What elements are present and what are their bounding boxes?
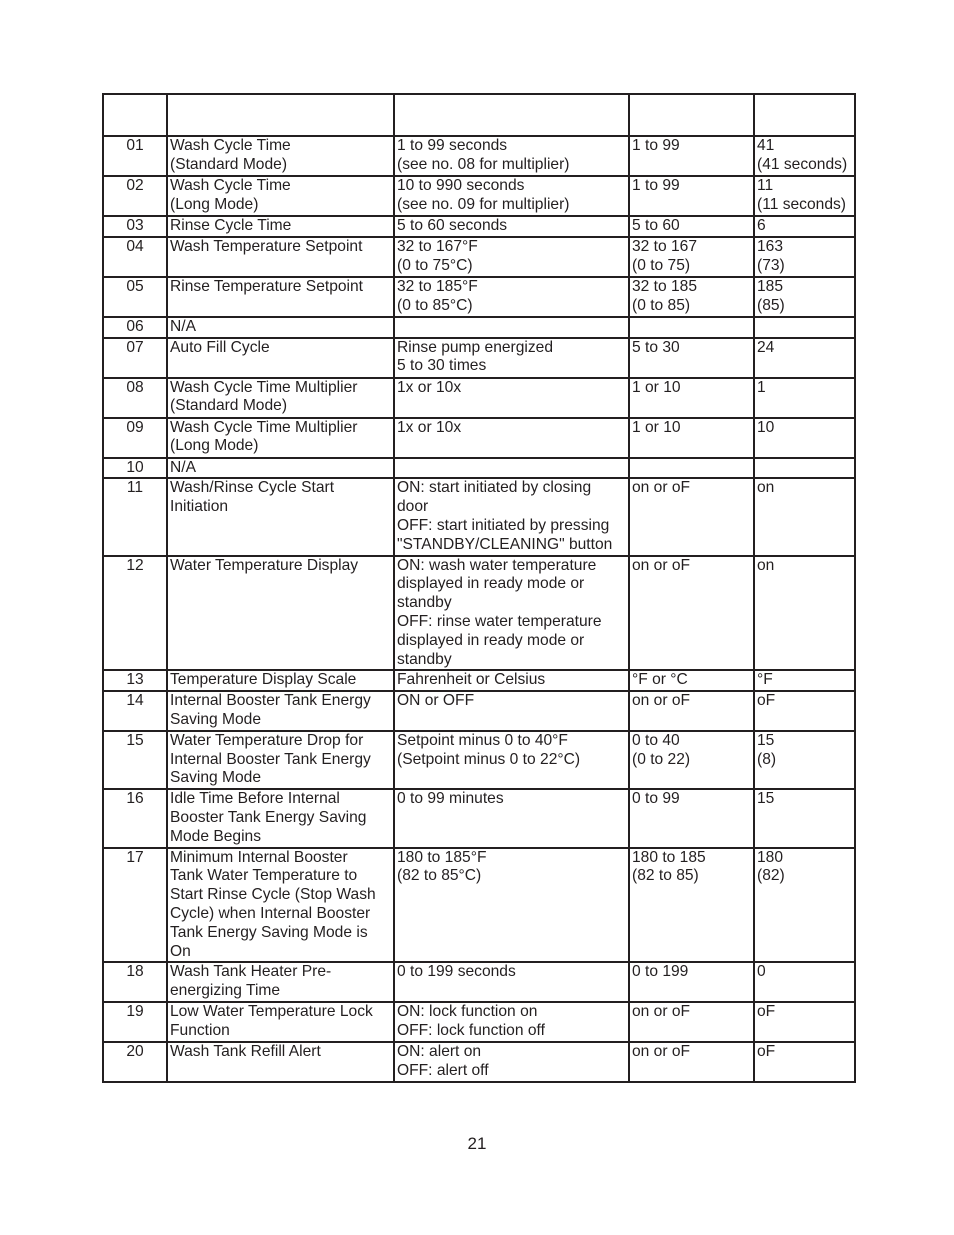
setting-value: on or oF bbox=[629, 1042, 754, 1082]
default-value: 41 (41 seconds) bbox=[754, 136, 855, 176]
header-cell-parameter bbox=[167, 94, 394, 136]
row-number: 11 bbox=[103, 478, 167, 555]
table-row bbox=[103, 1002, 855, 1042]
setting-value: on or oF bbox=[629, 691, 754, 731]
parameter-range: 180 to 185°F (82 to 85°C) bbox=[394, 848, 629, 963]
default-value bbox=[754, 458, 855, 479]
parameter-name: Wash Cycle Time (Long Mode) bbox=[167, 176, 394, 216]
header-cell-range bbox=[394, 94, 629, 136]
setting-value: 1 to 99 bbox=[629, 136, 754, 176]
parameter-table bbox=[102, 93, 856, 1083]
parameter-range: Setpoint minus 0 to 40°F (Setpoint minus 0 to 22°C) bbox=[394, 731, 629, 789]
table-row bbox=[103, 556, 855, 671]
row-number: 01 bbox=[103, 136, 167, 176]
parameter-name: Wash/Rinse Cycle Start Initiation bbox=[167, 478, 394, 555]
parameter-range bbox=[394, 458, 629, 479]
default-value: 15 bbox=[754, 789, 855, 847]
default-value: 11 (11 seconds) bbox=[754, 176, 855, 216]
parameter-range: ON: wash water temperature displayed in ready mode or standby OFF: rinse water temperature displayed in ready mode or standby bbox=[394, 556, 629, 671]
row-number: 08 bbox=[103, 378, 167, 418]
setting-value: 0 to 199 bbox=[629, 962, 754, 1002]
parameter-name: Auto Fill Cycle bbox=[167, 338, 394, 378]
default-value bbox=[754, 317, 855, 338]
parameter-name: Rinse Temperature Setpoint bbox=[167, 277, 394, 317]
row-number: 03 bbox=[103, 216, 167, 237]
default-value: 0 bbox=[754, 962, 855, 1002]
setting-value bbox=[629, 458, 754, 479]
parameter-range: 1 to 99 seconds (see no. 08 for multiplier) bbox=[394, 136, 629, 176]
default-value: oF bbox=[754, 1002, 855, 1042]
row-number: 09 bbox=[103, 418, 167, 458]
row-number: 02 bbox=[103, 176, 167, 216]
parameter-name: Internal Booster Tank Energy Saving Mode bbox=[167, 691, 394, 731]
row-number: 12 bbox=[103, 556, 167, 671]
table-row bbox=[103, 378, 855, 418]
parameter-range: 0 to 99 minutes bbox=[394, 789, 629, 847]
setting-value bbox=[629, 317, 754, 338]
default-value: 15 (8) bbox=[754, 731, 855, 789]
table-row bbox=[103, 237, 855, 277]
table-row bbox=[103, 962, 855, 1002]
setting-value: 0 to 99 bbox=[629, 789, 754, 847]
table-row bbox=[103, 848, 855, 963]
parameter-name: Wash Tank Refill Alert bbox=[167, 1042, 394, 1082]
setting-value: 0 to 40 (0 to 22) bbox=[629, 731, 754, 789]
row-number: 15 bbox=[103, 731, 167, 789]
table-row bbox=[103, 731, 855, 789]
setting-value: on or oF bbox=[629, 1002, 754, 1042]
header-cell-default bbox=[754, 94, 855, 136]
table-row bbox=[103, 789, 855, 847]
table-row bbox=[103, 277, 855, 317]
header-cell-no bbox=[103, 94, 167, 136]
parameter-range: Fahrenheit or Celsius bbox=[394, 670, 629, 691]
parameter-range: 0 to 199 seconds bbox=[394, 962, 629, 1002]
setting-value: 1 or 10 bbox=[629, 418, 754, 458]
setting-value: on or oF bbox=[629, 556, 754, 671]
default-value: 24 bbox=[754, 338, 855, 378]
row-number: 10 bbox=[103, 458, 167, 479]
parameter-range: ON: start initiated by closing door OFF: start initiated by pressing "STANDBY/CLEANING" button bbox=[394, 478, 629, 555]
default-value: 180 (82) bbox=[754, 848, 855, 963]
parameter-name: Low Water Temperature Lock Function bbox=[167, 1002, 394, 1042]
row-number: 20 bbox=[103, 1042, 167, 1082]
table-row bbox=[103, 458, 855, 479]
row-number: 18 bbox=[103, 962, 167, 1002]
row-number: 17 bbox=[103, 848, 167, 963]
parameter-range: 32 to 185°F (0 to 85°C) bbox=[394, 277, 629, 317]
setting-value: 180 to 185 (82 to 85) bbox=[629, 848, 754, 963]
setting-value: 5 to 60 bbox=[629, 216, 754, 237]
parameter-name: Rinse Cycle Time bbox=[167, 216, 394, 237]
default-value: 6 bbox=[754, 216, 855, 237]
row-number: 05 bbox=[103, 277, 167, 317]
row-number: 19 bbox=[103, 1002, 167, 1042]
table-row bbox=[103, 478, 855, 555]
parameter-name: Temperature Display Scale bbox=[167, 670, 394, 691]
default-value: on bbox=[754, 556, 855, 671]
row-number: 16 bbox=[103, 789, 167, 847]
parameter-name: Water Temperature Display bbox=[167, 556, 394, 671]
table-row bbox=[103, 338, 855, 378]
parameter-name: N/A bbox=[167, 317, 394, 338]
default-value: oF bbox=[754, 691, 855, 731]
default-value: 163 (73) bbox=[754, 237, 855, 277]
table-row bbox=[103, 670, 855, 691]
parameter-range: Rinse pump energized 5 to 30 times bbox=[394, 338, 629, 378]
table-row bbox=[103, 216, 855, 237]
default-value: 10 bbox=[754, 418, 855, 458]
parameter-name: Water Temperature Drop for Internal Booster Tank Energy Saving Mode bbox=[167, 731, 394, 789]
setting-value: °F or °C bbox=[629, 670, 754, 691]
default-value: 185 (85) bbox=[754, 277, 855, 317]
parameter-range: ON: lock function on OFF: lock function off bbox=[394, 1002, 629, 1042]
parameter-name: Wash Tank Heater Pre- energizing Time bbox=[167, 962, 394, 1002]
parameter-range bbox=[394, 317, 629, 338]
parameter-range: 1x or 10x bbox=[394, 378, 629, 418]
page-number: 21 bbox=[467, 1134, 487, 1153]
row-number: 07 bbox=[103, 338, 167, 378]
default-value: °F bbox=[754, 670, 855, 691]
parameter-name: N/A bbox=[167, 458, 394, 479]
setting-value: 5 to 30 bbox=[629, 338, 754, 378]
table-body bbox=[103, 136, 855, 1082]
parameter-name: Wash Cycle Time (Standard Mode) bbox=[167, 136, 394, 176]
table-row bbox=[103, 317, 855, 338]
parameter-name: Idle Time Before Internal Booster Tank Energy Saving Mode Begins bbox=[167, 789, 394, 847]
table-row bbox=[103, 691, 855, 731]
table-row bbox=[103, 1042, 855, 1082]
setting-value: on or oF bbox=[629, 478, 754, 555]
parameter-range: ON or OFF bbox=[394, 691, 629, 731]
header-cell-setting bbox=[629, 94, 754, 136]
setting-value: 1 to 99 bbox=[629, 176, 754, 216]
row-number: 14 bbox=[103, 691, 167, 731]
setting-value: 1 or 10 bbox=[629, 378, 754, 418]
row-number: 04 bbox=[103, 237, 167, 277]
parameter-name: Minimum Internal Booster Tank Water Temperature to Start Rinse Cycle (Stop Wash Cycle) when Internal Booster Tank Energy Saving Mode is On bbox=[167, 848, 394, 963]
row-number: 13 bbox=[103, 670, 167, 691]
table-header-row bbox=[103, 94, 855, 136]
parameter-range: ON: alert on OFF: alert off bbox=[394, 1042, 629, 1082]
table-row bbox=[103, 176, 855, 216]
table-row bbox=[103, 136, 855, 176]
parameter-range: 5 to 60 seconds bbox=[394, 216, 629, 237]
parameter-name: Wash Cycle Time Multiplier (Long Mode) bbox=[167, 418, 394, 458]
default-value: 1 bbox=[754, 378, 855, 418]
default-value: on bbox=[754, 478, 855, 555]
table-row bbox=[103, 418, 855, 458]
parameter-range: 1x or 10x bbox=[394, 418, 629, 458]
setting-value: 32 to 185 (0 to 85) bbox=[629, 277, 754, 317]
parameter-range: 32 to 167°F (0 to 75°C) bbox=[394, 237, 629, 277]
row-number: 06 bbox=[103, 317, 167, 338]
parameter-name: Wash Cycle Time Multiplier (Standard Mode) bbox=[167, 378, 394, 418]
default-value: oF bbox=[754, 1042, 855, 1082]
setting-value: 32 to 167 (0 to 75) bbox=[629, 237, 754, 277]
parameter-name: Wash Temperature Setpoint bbox=[167, 237, 394, 277]
parameter-range: 10 to 990 seconds (see no. 09 for multiplier) bbox=[394, 176, 629, 216]
